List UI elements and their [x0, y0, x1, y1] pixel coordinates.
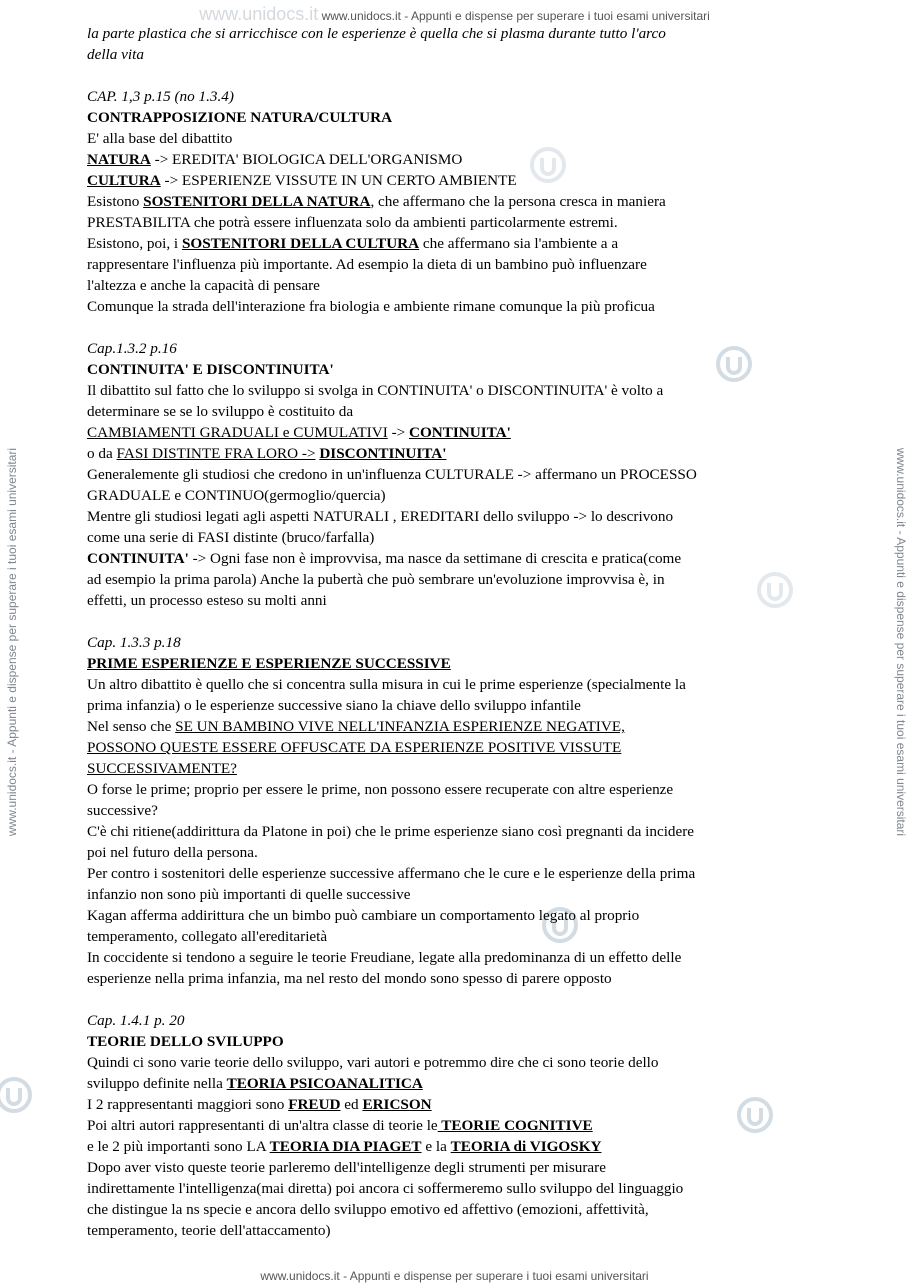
text-line: GRADUALE e CONTINUO(germoglio/quercia) [87, 487, 386, 504]
text-line: che distingue la ns specie e ancora dello sviluppo emotivo ed affettivo (emozioni, affettività, [87, 1201, 649, 1218]
intro-line: della vita [87, 46, 144, 63]
keyword: CAMBIAMENTI GRADUALI e CUMULATIVI [87, 424, 388, 441]
text-line: Poi altri autori rappresentanti di un'altra classe di teorie le TEORIE COGNITIVE [87, 1117, 593, 1134]
text-line: CULTURA -> ESPERIENZE VISSUTE IN UN CERTO AMBIENTE [87, 172, 517, 189]
text-line: temperamento, teorie dell'attaccamento) [87, 1222, 331, 1239]
keyword: CONTINUITA' [87, 550, 189, 567]
text-line: effetti, un processo esteso su molti anni [87, 592, 327, 609]
keyword: SOSTENITORI DELLA NATURA [143, 193, 371, 210]
text-line: Per contro i sostenitori delle esperienze successive affermano che le cure e le esperienze della prima [87, 865, 696, 882]
text-line: Un altro dibattito è quello che si concentra sulla misura in cui le prime esperienze (specialmente la [87, 676, 686, 693]
watermark-header [0, 4, 909, 25]
watermark-header-text: www.unidocs.it - Appunti e dispense per superare i tuoi esami universitari [321, 9, 710, 23]
text-line: come una serie di FASI distinte (bruco/farfalla) [87, 529, 375, 546]
text-line: Quindi ci sono varie teorie dello sviluppo, vari autori e potremmo dire che ci sono teorie dello [87, 1054, 659, 1071]
text-line: successive? [87, 802, 158, 819]
text-line: poi nel futuro della persona. [87, 844, 258, 861]
text-line: Kagan afferma addirittura che un bimbo può cambiare un comportamento legato al proprio [87, 907, 640, 924]
text-line: SUCCESSIVAMENTE? [87, 760, 237, 777]
text-line: sviluppo definite nella TEORIA PSICOANALITICA [87, 1075, 423, 1092]
text-line: indirettamente l'intelligenza(mai diretta) poi ancora ci soffermeremo sullo sviluppo del linguaggio [87, 1180, 684, 1197]
keyword: NATURA [87, 151, 151, 168]
text-line: CONTINUITA' -> Ogni fase non è improvvisa, ma nasce da settimane di crescita e pratica(come [87, 550, 682, 567]
section-title: CONTINUITA' E DISCONTINUITA' [87, 361, 334, 378]
text-line: Dopo aver visto queste teorie parleremo dell'intelligenze degli strumenti per misurare [87, 1159, 606, 1176]
keyword: CULTURA [87, 172, 161, 189]
keyword: DISCONTINUITA' [319, 445, 447, 462]
text-line: Esistono, poi, i SOSTENITORI DELLA CULTURA che affermano sia l'ambiente a a [87, 235, 619, 252]
text-line: rappresentare l'influenza più importante. Ad esempio la dieta di un bambino può influenzare [87, 256, 647, 273]
keyword: TEORIA DIA PIAGET [269, 1138, 422, 1155]
text-line: l'altezza e anche la capacità di pensare [87, 277, 320, 294]
keyword: ERICSON [362, 1096, 432, 1113]
text-line: C'è chi ritiene(addirittura da Platone in poi) che le prime esperienze siano così pregnanti da incidere [87, 823, 695, 840]
text-line: I 2 rappresentanti maggiori sono FREUD ed ERICSON [87, 1096, 432, 1113]
watermark-side-left: www.unidocs.it - Appunti e dispense per superare i tuoi esami universitari [5, 447, 19, 837]
text-line: CAMBIAMENTI GRADUALI e CUMULATIVI -> CONTINUITA' [87, 424, 511, 441]
text-line: prima infanzia) o le esperienze successive siano la chiave dello sviluppo infantile [87, 697, 581, 714]
text-line: o da FASI DISTINTE FRA LORO -> DISCONTINUITA' [87, 445, 447, 462]
unidocs-logo-icon [0, 1075, 34, 1115]
keyword: SE UN BAMBINO VIVE NELL'INFANZIA ESPERIENZE NEGATIVE, [175, 718, 625, 735]
intro-line: la parte plastica che si arricchisce con le esperienze è quella che si plasma durante tutto l'arco [87, 25, 666, 42]
keyword: CONTINUITA' [409, 424, 511, 441]
section-reference: CAP. 1,3 p.15 (no 1.3.4) [87, 88, 234, 105]
text-line: PRESTABILITA che potrà essere influenzata solo da ambienti particolarmente estremi. [87, 214, 618, 231]
text-line: ad esempio la prima parola) Anche la pubertà che può sembrare un'evoluzione improvvisa è, in [87, 571, 665, 588]
text-line: Comunque la strada dell'interazione fra biologia e ambiente rimane comunque la più proficua [87, 298, 655, 315]
text-line: Nel senso che SE UN BAMBINO VIVE NELL'INFANZIA ESPERIENZE NEGATIVE, [87, 718, 625, 735]
keyword: FASI DISTINTE FRA LORO -> [116, 445, 316, 462]
watermark-footer [0, 1269, 909, 1283]
keyword: TEORIA di VIGOSKY [450, 1138, 602, 1155]
watermark-site-left: www.unidocs.it [199, 4, 319, 24]
text-line: esperienze nella prima infanzia, ma nel resto del mondo sono spesso di parere opposto [87, 970, 612, 987]
text-line: Generalemente gli studiosi che credono in un'influenza CULTURALE -> affermano un PROCESSO [87, 466, 697, 483]
text-line: temperamento, collegato all'ereditarietà [87, 928, 328, 945]
text-line: POSSONO QUESTE ESSERE OFFUSCATE DA ESPERIENZE POSITIVE VISSUTE [87, 739, 622, 756]
text-line: determinare se se lo sviluppo è costituito da [87, 403, 354, 420]
keyword: FREUD [288, 1096, 341, 1113]
keyword: TEORIE COGNITIVE [437, 1117, 593, 1134]
watermark-side-right: www.unidocs.it - Appunti e dispense per superare i tuoi esami universitari [894, 447, 908, 837]
section-reference: Cap.1.3.2 p.16 [87, 340, 177, 357]
section-title: TEORIE DELLO SVILUPPO [87, 1033, 284, 1050]
section-reference: Cap. 1.3.3 p.18 [87, 634, 181, 651]
text-line: Mentre gli studiosi legati agli aspetti NATURALI , EREDITARI dello sviluppo -> lo descrivono [87, 508, 674, 525]
text-line: NATURA -> EREDITA' BIOLOGICA DELL'ORGANISMO [87, 151, 463, 168]
text-line: O forse le prime; proprio per essere le prime, non possono essere recuperate con altre esperienze [87, 781, 674, 798]
section-title: CONTRAPPOSIZIONE NATURA/CULTURA [87, 109, 393, 126]
text-line: In coccidente si tendono a seguire le teorie Freudiane, legate alla predominanza di un effetto delle [87, 949, 682, 966]
keyword: SOSTENITORI DELLA CULTURA [181, 235, 420, 252]
text-line: Esistono SOSTENITORI DELLA NATURA, che affermano che la persona cresca in maniera [87, 193, 666, 210]
section-title: PRIME ESPERIENZE E ESPERIENZE SUCCESSIVE [87, 655, 451, 672]
watermark-footer-text: www.unidocs.it - Appunti e dispense per superare i tuoi esami universitari [260, 1269, 649, 1283]
keyword: TEORIA PSICOANALITICA [226, 1075, 423, 1092]
text-line: Il dibattito sul fatto che lo sviluppo si svolga in CONTINUITA' o DISCONTINUITA' è volto a [87, 382, 664, 399]
text-line: e le 2 più importanti sono LA TEORIA DIA PIAGET e la TEORIA di VIGOSKY [87, 1138, 602, 1155]
text-line: E' alla base del dibattito [87, 130, 233, 147]
text-line: infanzio non sono più importanti di quelle successive [87, 886, 411, 903]
document-body [87, 23, 827, 1241]
section-reference: Cap. 1.4.1 p. 20 [87, 1012, 185, 1029]
